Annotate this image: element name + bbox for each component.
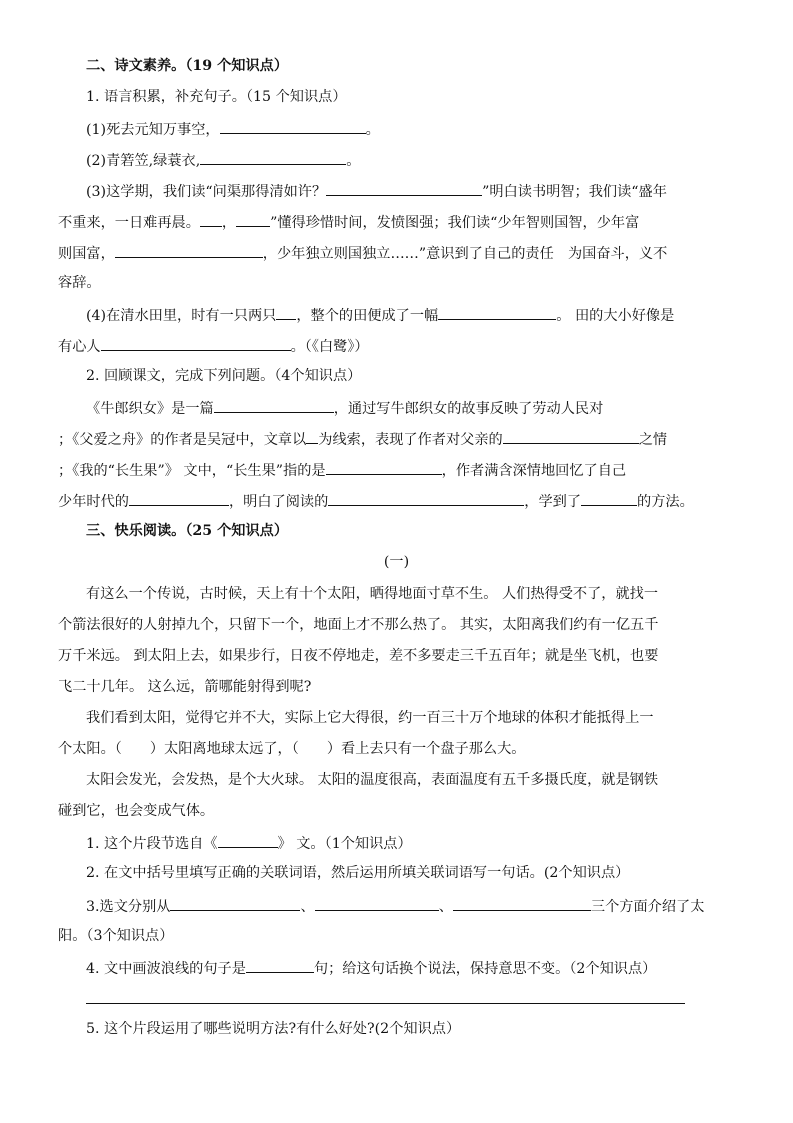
reading-q2: 2. 在文中括号里填写正确的关联词语，然后运用所填关联词语写一句话。(2个知识点） (86, 865, 630, 881)
answer-blank[interactable] (438, 304, 556, 320)
answer-blank[interactable] (101, 335, 291, 351)
q1-item-2-end: 。 (346, 153, 361, 169)
answer-blank[interactable] (214, 397, 334, 413)
passage-line: 太阳会发光，会发热，是个大火球。 太阳的温度很高，表面温度有五千多摄氏度，就是钢铁 (86, 772, 659, 788)
answer-blank[interactable] (236, 211, 270, 227)
question-text: 3.选文分别从 (86, 899, 171, 915)
q1-item-3-line4: 容辞。 (58, 275, 101, 291)
q1-item-1-end: 。 (365, 122, 380, 138)
answer-blank[interactable] (220, 118, 366, 134)
question-text: 》 文。（1个知识点） (277, 836, 412, 852)
q2-title: 2. 回顾课文，完成下列问题。（4个知识点） (86, 368, 362, 384)
passage-line (58, 739, 793, 759)
q2-row-1 (86, 397, 793, 419)
section3-heading: 三、快乐阅读。（25 个知识点） (86, 523, 289, 539)
q1-item-2 (86, 149, 793, 171)
q2-text: 《牛郎织女》是一篇 (86, 401, 214, 417)
section2-heading: 二、诗文素养。（19 个知识点） (86, 58, 289, 74)
q1-item-3-line2 (58, 211, 793, 233)
question-text: 4. 文中画波浪线的句子是 (86, 961, 246, 977)
q2-row-3 (58, 459, 793, 481)
part-label: (一) (383, 554, 410, 570)
q1-item-3-text: ， (221, 215, 237, 231)
q1-item-4-text: 。（《白鹭》） (290, 339, 369, 355)
q1-title: 1. 语言积累，补充句子。（15 个知识点） (86, 89, 347, 105)
q1-item-4-text: 。 田的大小好像是 (556, 308, 675, 324)
q2-text: ，明白了阅读的 (228, 494, 329, 510)
answer-blank[interactable] (581, 490, 637, 506)
q2-text: 为线索，表现了作者对父亲的 (318, 432, 503, 448)
passage-line: 个箭法很好的人射掉九个，只留下一个，地面上才不那么热了。 其实，太阳离我们约有一亿五千 (58, 617, 659, 633)
q1-item-3-text: 不重来，一日难再晨。 (58, 215, 200, 231)
answer-blank[interactable] (115, 242, 263, 258)
answer-blank[interactable] (129, 490, 229, 506)
answer-blank[interactable] (200, 211, 222, 227)
answer-blank[interactable] (328, 490, 524, 506)
q2-text: 少年时代的 (58, 494, 129, 510)
q2-row-4 (58, 490, 793, 512)
passage-line: 碰到它，也会变成气体。 (58, 803, 215, 819)
question-text: 三个方面介绍了太 (590, 899, 705, 915)
q1-item-3-text: ”懂得珍惜时间，发愤图强；我们读“少年智则国智，少年富 (270, 215, 640, 231)
reading-q3-cont: 阳。（3个知识点） (58, 928, 174, 944)
question-text: 、 (300, 899, 315, 915)
answer-blank[interactable] (503, 428, 639, 444)
q1-item-4-line1 (86, 304, 793, 326)
answer-blank[interactable] (315, 895, 439, 911)
passage-text: ）看上去只有一个盘子那么大。 (326, 741, 526, 757)
reading-q5: 5. 这个片段运用了哪些说明方法?有什么好处?(2个知识点） (86, 1021, 461, 1037)
q1-item-3-text: ，少年独立则国独立……”意识到了自己的责任 为国奋斗，义不 (262, 246, 668, 262)
q1-item-3-text: (3)这学期，我们读“问渠那得清如许？ (86, 184, 327, 200)
answer-blank[interactable] (200, 149, 346, 165)
reading-q3 (86, 895, 793, 917)
reading-q4 (86, 957, 793, 979)
answer-blank[interactable] (276, 304, 296, 320)
passage-text: ）太阳离地球太远了，（ (149, 741, 299, 757)
answer-blank[interactable] (218, 832, 278, 848)
q1-item-1-text: (1)死去元知万事空， (86, 122, 220, 138)
q1-item-4-line2 (58, 335, 793, 357)
q2-text: ，通过写牛郎织女的故事反映了劳动人民对 (333, 401, 604, 417)
q1-item-3-line1 (86, 180, 793, 202)
question-text: 句；给这句话换个说法，保持意思不变。（2个知识点） (313, 961, 657, 977)
q1-item-4-text: ，整个的田便成了一幅 (296, 308, 439, 324)
q2-text: 之情 (638, 432, 668, 448)
answer-blank[interactable] (326, 180, 482, 196)
q1-item-4-text: 有心人 (58, 339, 101, 355)
passage-line: 有这么一个传说，古时候，天上有十个太阳，晒得地面寸草不生。 人们热得受不了，就找一 (86, 586, 659, 602)
q2-text: ；《我的“长生果”》 文中，“长生果”指的是 (58, 463, 326, 479)
q1-item-4-text: (4)在清水田里，时有一只两只 (86, 308, 277, 324)
passage-line: 飞二十几年。 这么远，箭哪能射得到呢? (58, 679, 312, 695)
answer-blank[interactable] (246, 957, 314, 973)
reading-q1 (86, 832, 793, 854)
question-text: 1. 这个片段节选自《 (86, 836, 218, 852)
passage-text: 个太阳。（ (58, 741, 122, 757)
q1-item-1 (86, 118, 793, 140)
answer-blank[interactable] (326, 459, 442, 475)
answer-blank[interactable] (453, 895, 591, 911)
passage-line: 我们看到太阳，觉得它并不大，实际上它大得很，约一百三十万个地球的体积才能抵得上一 (86, 710, 654, 726)
q1-item-2-text: (2)青箬笠,绿蓑衣, (86, 153, 201, 169)
answer-line[interactable] (86, 1003, 685, 1004)
q1-item-3-text: ”明白读书明智；我们读“盛年 (482, 184, 667, 200)
passage-line: 万千米远。 到太阳上去，如果步行，日夜不停地走，差不多要走三千五百年；就是坐飞机，也要 (58, 648, 659, 664)
q1-item-3-line3 (58, 242, 793, 264)
answer-blank[interactable] (306, 428, 318, 444)
answer-blank[interactable] (170, 895, 300, 911)
q2-text: ；《父爱之舟》的作者是吴冠中，文章以 (58, 432, 307, 448)
q2-text: ，作者满含深情地回忆了自己 (441, 463, 627, 479)
q2-row-2 (58, 428, 793, 450)
question-text: 、 (438, 899, 453, 915)
q2-text: ，学到了 (524, 494, 582, 510)
q1-item-3-text: 则国富， (58, 246, 115, 262)
q2-text: 的方法。 (637, 494, 694, 510)
